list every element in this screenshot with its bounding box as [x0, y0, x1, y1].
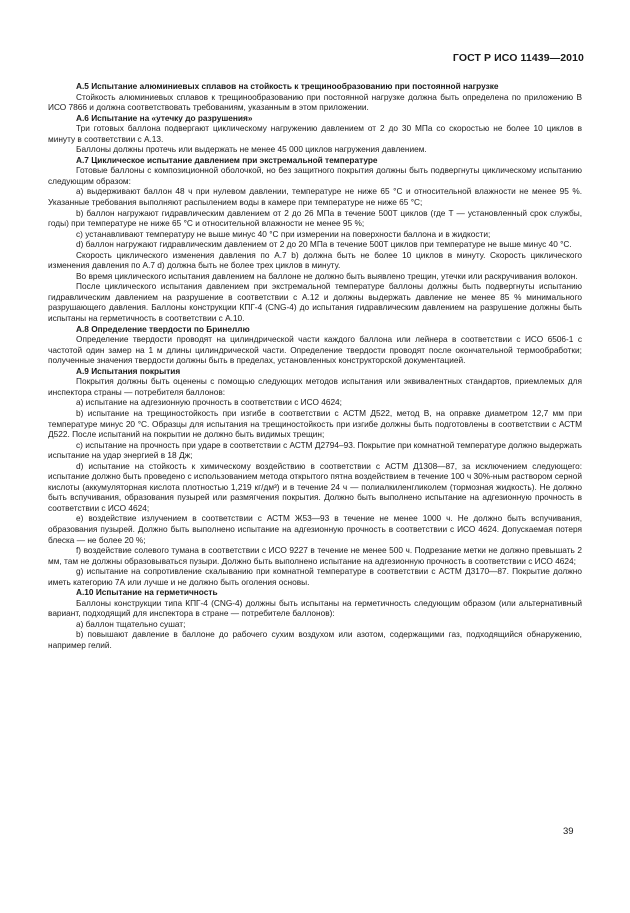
paragraph: е) воздействие излучением в соответствии с АСТМ Ж53—93 в течение не менее 1000 ч. Не должно быть вспучивания, образования пузырей. Должно быть выполнено испытание на адгезионную прочность в соответствии с ИСО 4624. Допускаемая потеря блеска — не более 20 %; [48, 513, 582, 545]
paragraph: Определение твердости проводят на цилиндрической части каждого баллона или лейнера в соответствии с ИСО 6506-1 с частотой один замер на 1 м длины цилиндрической части. Определение твердости проводят после окончательной термообработки; полученные значения твердости должны быть в пределах, установленных конструкторской документацией. [48, 334, 582, 366]
paragraph: f) воздействие солевого тумана в соответствии с ИСО 9227 в течение не менее 500 ч. Подрезание метки не должно превышать 2 мм, там не должны образовываться пузыри. Должно быть выполнено испытание на адгезионную прочность в соответствии с ИСО 4624; [48, 545, 582, 566]
paragraph: b) испытание на трещиностойкость при изгибе в соответствии с АСТМ Д522, метод В, на оправке диаметром 12,7 мм при температуре минус 20 °С. Образцы для испытания на трещиностойкость при изгибе должны быть подготовлены в соответствии с АСТМ Д522. После испытаний на покрытии не должно быть видимых трещин; [48, 407, 582, 440]
paragraph: Баллоны должны протечь или выдержать не менее 45 000 циклов нагружения давлением. [76, 144, 427, 155]
paragraph: g) испытание на сопротивление скалыванию при комнатной температуре в соответствии с АСТМ Д3170—87. Покрытие должно иметь категорию 7А или лучше и не должно быть оголения основы. [48, 566, 582, 587]
paragraph: d) баллон нагружают гидравлическим давлением от 2 до 20 МПа в течение 500T циклов при температуре не выше минус 40 °С. [76, 239, 572, 250]
paragraph: b) баллон нагружают гидравлическим давлением от 2 до 26 МПа в течение 500T циклов (где T — установленный срок службы, годы) при температуре не ниже 65 °С и относительной влажности не менее 95 %; [48, 207, 582, 229]
section-heading: А.6 Испытание на «утечку до разрушения» [76, 112, 253, 123]
section-heading: А.8 Определение твердости по Бринеллю [76, 323, 250, 334]
paragraph: с) устанавливают температуру не выше минус 40 °С при измерении на поверхности баллона и в жидкости; [76, 228, 491, 239]
paragraph: Во время циклического испытания давлением на баллоне не должно быть выявлено трещин, утечки или раскручивания волокон. [76, 270, 578, 281]
paragraph: а) выдерживают баллон 48 ч при нулевом давлении, температуре не ниже 65 °С и относительной влажности не менее 95 %. Указанные требования выполняют распылением воды в камере при температуре не ниже 65 °С; [48, 186, 582, 208]
section-heading: А.10 Испытание на герметичность [76, 587, 218, 598]
paragraph: а) испытание на адгезионную прочность в соответствии с ИСО 4624; [76, 397, 342, 408]
paragraph: Три готовых баллона подвергают циклическому нагружению давлением от 2 до 30 МПа со скоростью не более 10 циклов в минуту в соответствии с А.13. [48, 123, 582, 144]
paragraph: Стойкость алюминиевых сплавов к трещинообразованию при постоянной нагрузке должна быть определена по приложению В ИСО 7866 и должна соответствовать требованиям, указанным в этом приложении. [48, 91, 582, 113]
paragraph: После циклического испытания давлением при экстремальной температуре баллоны должны быть подвергнуты испытанию гидравлическим давлением на разрушение в соответствии с А.12 и должны выдержать давление не менее 85 % минимального разрушающего давления. Баллоны конструкции КПГ-4 (CNG-4) до испытания гидравлическим давлением на разрушение должны быть испытаны на герметичность в соответствии с А.10. [48, 281, 582, 324]
page-number: 39 [563, 826, 574, 837]
paragraph: Баллоны конструкции типа КПГ-4 (CNG-4) должны быть испытаны на герметичность следующим образом (или альтернативный вариант, подходящий для инспектора в стране — потребителе баллонов): [48, 597, 582, 619]
section-heading: А.9 Испытания покрытия [76, 365, 181, 376]
paragraph: с) испытание на прочность при ударе в соответствии с АСТМ Д2794–93. Покрытие при комнатной температуре должно выдержать испытание на удар энергией в 18 Дж; [48, 439, 582, 461]
paragraph: Готовые баллоны с композиционной оболочкой, но без защитного покрытия должны быть подвергнуты циклическому испытанию следующим образом: [48, 165, 582, 186]
standard-header: ГОСТ Р ИСО 11439—2010 [452, 52, 584, 64]
paragraph: Покрытия должны быть оценены с помощью следующих методов испытания или эквивалентных стандартов, приемлемых для инспектора страны — потребителя баллонов: [48, 376, 582, 397]
paragraph: b) повышают давление в баллоне до рабочего сухим воздухом или азотом, содержащими газ, подходящийся обнаружению, например гелий. [48, 629, 582, 650]
section-heading: А.5 Испытание алюминиевых сплавов на стойкость к трещинообразованию при постоянной нагрузке [76, 81, 499, 91]
paragraph: Скорость циклического изменения давления по А.7 b) должна быть не более 10 циклов в минуту. Скорость циклического изменения давления по А.7 d) должна быть не более трех циклов в минуту. [48, 249, 582, 271]
paragraph: d) испытание на стойкость к химическому воздействию в соответствии с АСТМ Д1308—87, за исключением следующего: испытание должно быть проведено с использованием метода открытого пятна воздействием в течение 100 ч 30%-ным раствором серной кислоты (аккумуляторная кислота плотностью 1,219 кг/дм³) и в течение 24 ч — полиалкиленгликолем (тормозная жидкость). Не должно быть вспучивания, образования пузырей или размягчения покрытия. Должно быть выполнено испытание на адгезионную прочность в соответствии с ИСО 4624; [48, 460, 582, 513]
paragraph: а) баллон тщательно сушат; [76, 618, 186, 629]
document-body [48, 81, 582, 651]
section-heading: А.7 Циклическое испытание давлением при экстремальной температуре [76, 154, 378, 165]
